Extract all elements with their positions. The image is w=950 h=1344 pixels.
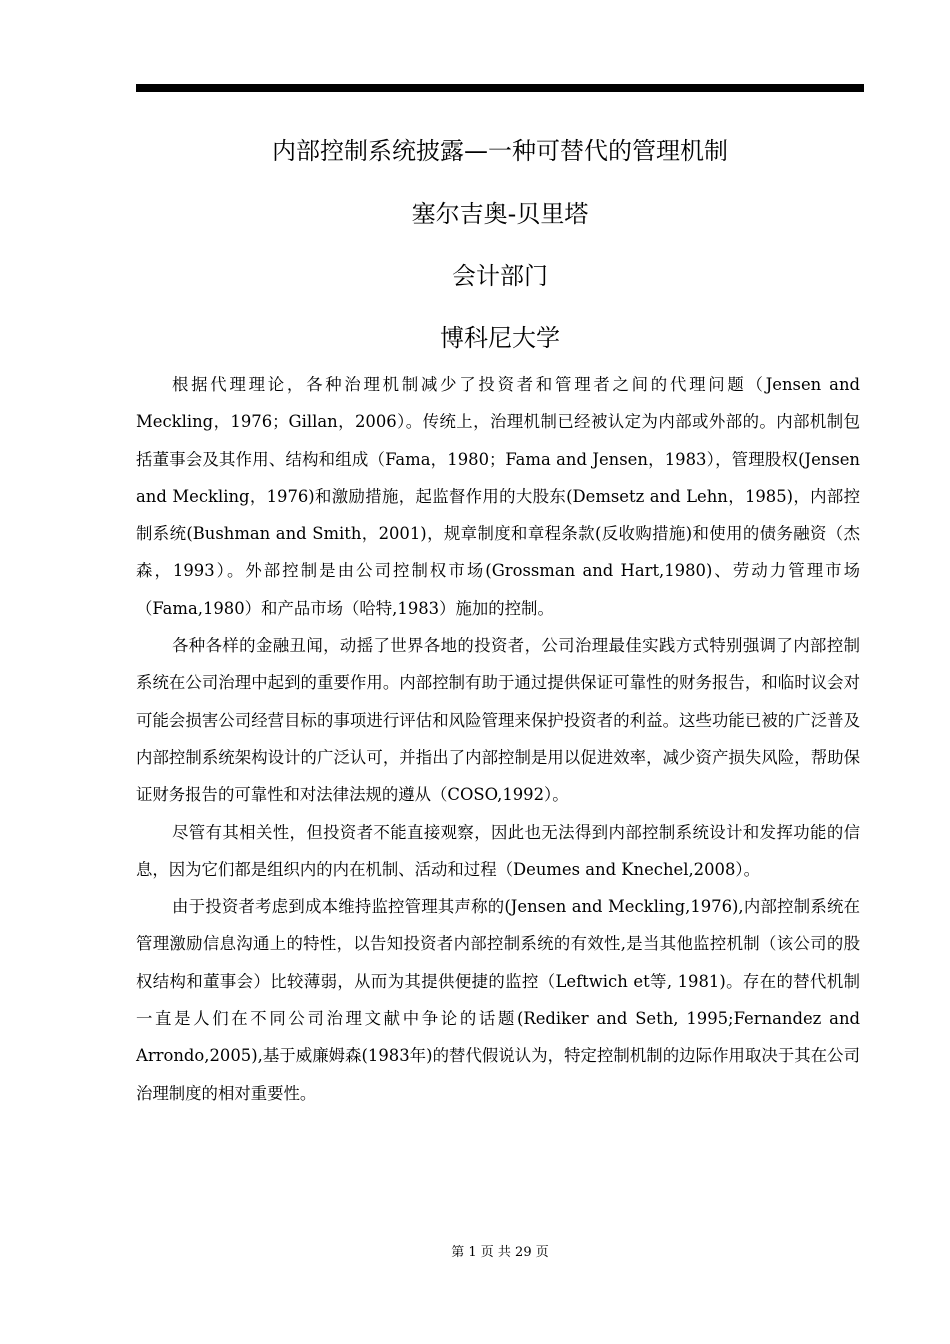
top-rule-divider [136,84,864,92]
body-paragraph-2: 各种各样的金融丑闻，动摇了世界各地的投资者，公司治理最佳实践方式特别强调了内部控制系统在公司治理中起到的重要作用。内部控制有助于通过提供保证可靠性的财务报告，和临时议会对可能会损害公司经营目标的事项进行评估和风险管理来保护投资者的利益。这些功能已被的广泛普及内部控制系统架构设计的广泛认可，并指出了内部控制是用以促进效率，减少资产损失风险，帮助保证财务报告的可靠性和对法律法规的遵从（COSO,1992）。 [136,636,860,805]
university-name: 博科尼大学 [440,324,560,352]
author-name: 塞尔吉奥-贝里塔 [411,200,589,228]
document-body [136,366,860,1112]
body-paragraph-3: 尽管有其相关性，但投资者不能直接观察，因此也无法得到内部控制系统设计和发挥功能的信息，因为它们都是组织内的内在机制、活动和过程（Deumes and Knechel,2008）。 [136,822,860,879]
page-number-footer: 第 1 页 共 29 页 [451,1245,549,1260]
document-title: 内部控制系统披露—一种可替代的管理机制 [272,137,728,165]
body-paragraph-4: 由于投资者考虑到成本维持监控管理其声称的(Jensen and Meckling,1976),内部控制系统在管理激励信息沟通上的特性，以告知投资者内部控制系统的有效性,是当其他监控机制（该公司的股权结构和董事会）比较薄弱，从而为其提供便捷的监控（Leftwich et等, 1981)。存在的替代机制一直是人们在不同公司治理文献中争论的话题(Rediker and Seth, 1995;Fernandez and Arrondo,2005),基于威廉姆森(1983年)的替代假说认为，特定控制机制的边际作用取决于其在公司治理制度的相对重要性。 [136,897,860,1103]
body-paragraph-1: 根据代理理论，各种治理机制减少了投资者和管理者之间的代理问题（Jensen and Meckling，1976；Gillan，2006）。传统上，治理机制已经被认定为内部或外部的。内部机制包括董事会及其作用、结构和组成（Fama，1980；Fama and Jensen，1983），管理股权(Jensen and Meckling，1976)和激励措施，起监督作用的大股东(Demsetz and Lehn，1985)，内部控制系统(Bushman and Smith，2001)，规章制度和章程条款(反收购措施)和使用的债务融资（杰森，1993）。外部控制是由公司控制权市场(Grossman and Hart,1980)、劳动力管理市场（Fama,1980）和产品市场（哈特,1983）施加的控制。 [136,375,860,618]
department-name: 会计部门 [452,262,548,290]
